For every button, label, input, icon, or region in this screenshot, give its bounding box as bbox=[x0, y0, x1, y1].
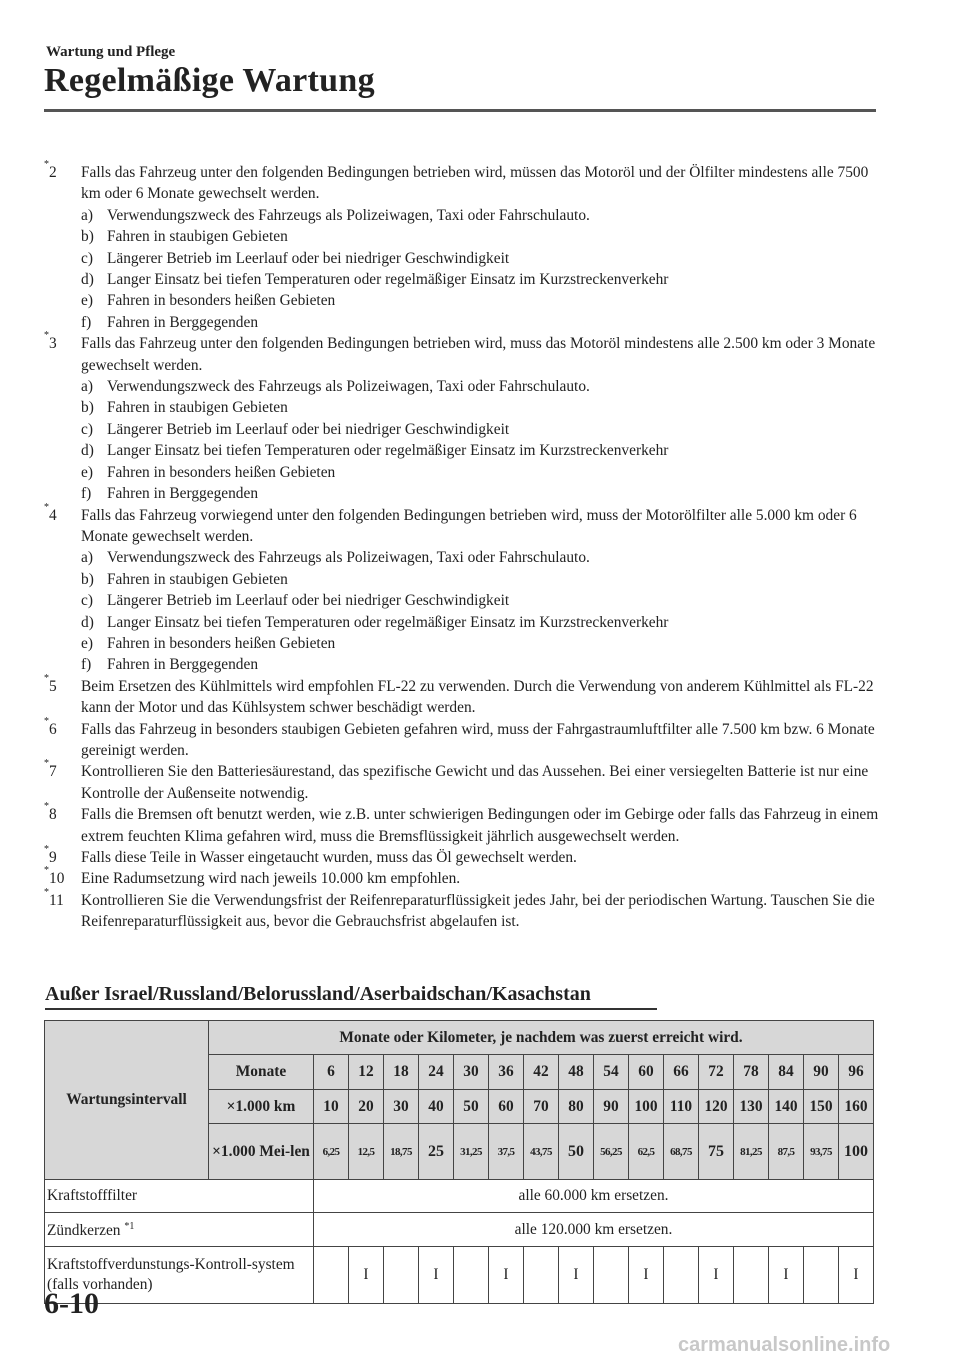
list-item: d) Langer Einsatz bei tiefen Temperaturen oder regelmäßiger Einsatz im Kurzstreckenverkehr bbox=[81, 271, 669, 289]
footnote-9 bbox=[44, 844, 880, 868]
list-item: e) Fahren in besonders heißen Gebieten bbox=[81, 463, 336, 481]
footnote-marker: *4 bbox=[44, 501, 57, 524]
asterisk: * bbox=[44, 801, 49, 813]
interval-caption: Monate oder Kilometer, je nachdem was zuerst erreicht wird. bbox=[209, 1021, 874, 1055]
km-cell: 50 bbox=[454, 1090, 489, 1124]
km-cell: 70 bbox=[524, 1090, 559, 1124]
km-cell: 20 bbox=[349, 1090, 384, 1124]
km-cell: 30 bbox=[384, 1090, 419, 1124]
footnote-marker: *8 bbox=[44, 801, 57, 824]
asterisk: * bbox=[44, 865, 49, 877]
months-label: Monate bbox=[209, 1055, 314, 1090]
row-fuel-filter-name: Kraftstofffilter bbox=[45, 1180, 314, 1213]
inspection-cell: I bbox=[559, 1247, 594, 1304]
footnote-marker: *7 bbox=[44, 758, 57, 781]
footnote-marker: *9 bbox=[44, 844, 57, 866]
inspection-cell bbox=[734, 1247, 769, 1304]
months-cell: 24 bbox=[419, 1055, 454, 1090]
row-evap-system-name: Kraftstoffverdunstungs-Kontroll-system (falls vorhanden) bbox=[45, 1247, 314, 1304]
miles-cell: 18,75 bbox=[384, 1124, 419, 1180]
inspection-cell: I bbox=[419, 1247, 454, 1304]
months-cell: 60 bbox=[629, 1055, 664, 1090]
miles-cell: 100 bbox=[839, 1124, 874, 1180]
watermark: carmanualsonline.info bbox=[678, 1334, 891, 1356]
miles-cell: 93,75 bbox=[804, 1124, 839, 1180]
list-item: e) Fahren in besonders heißen Gebieten bbox=[81, 292, 336, 310]
footnote-text: Falls die Bremsen oft benutzt werden, wie z.B. unter schwierigen Bedingungen oder im Gebirge oder falls das Fahrzeug in einem extrem feuchten Klima gefahren wird, muss die Bremsflüssigkeit jährlich ausgewechselt werden. bbox=[81, 806, 879, 845]
asterisk: * bbox=[44, 330, 49, 342]
footnote-8 bbox=[44, 801, 880, 847]
list-item: a) Verwendungszweck des Fahrzeugs als Polizeiwagen, Taxi oder Fahrschulauto. bbox=[81, 206, 590, 224]
footnote-text: Falls das Fahrzeug vorwiegend unter den folgenden Bedingungen betrieben wird, muss der Motorölfilter alle 5.000 km oder 6 Monate gewechselt werden. bbox=[81, 506, 857, 545]
months-cell: 18 bbox=[384, 1055, 419, 1090]
miles-cell: 37,5 bbox=[489, 1124, 524, 1180]
miles-cell: 31,25 bbox=[454, 1124, 489, 1180]
km-cell: 120 bbox=[699, 1090, 734, 1124]
months-cell: 54 bbox=[594, 1055, 629, 1090]
list-item: c) Längerer Betrieb im Leerlauf oder bei niedriger Geschwindigkeit bbox=[81, 249, 510, 267]
condition-list bbox=[81, 376, 880, 504]
row-spark-plugs-name: Zündkerzen $^{*1}$ bbox=[45, 1213, 314, 1247]
footnote-ref: *1 bbox=[124, 1221, 135, 1233]
list-item: e) Fahren in besonders heißen Gebieten bbox=[81, 634, 336, 652]
km-cell: 10 bbox=[314, 1090, 349, 1124]
months-cell: 96 bbox=[839, 1055, 874, 1090]
footnote-marker: *11 bbox=[44, 886, 64, 909]
miles-label: ×1.000 Mei-len bbox=[209, 1124, 314, 1180]
km-cell: 40 bbox=[419, 1090, 454, 1124]
months-cell: 90 bbox=[804, 1055, 839, 1090]
km-cell: 160 bbox=[839, 1090, 874, 1124]
row-spark-plugs-value: alle 120.000 km ersetzen. bbox=[314, 1213, 874, 1247]
inspection-cell bbox=[804, 1247, 839, 1304]
km-cell: 130 bbox=[734, 1090, 769, 1124]
footnotes-list bbox=[44, 159, 880, 933]
footnote-text: Falls das Fahrzeug in besonders staubigen Gebieten gefahren wird, muss der Fahrgastraumluftfilter alle 7.500 km bzw. 6 Monate gereinigt werden. bbox=[81, 720, 875, 759]
inspection-cell bbox=[524, 1247, 559, 1304]
miles-cell: 81,25 bbox=[734, 1124, 769, 1180]
section-label: Wartung und Pflege bbox=[46, 44, 176, 60]
km-cell: 60 bbox=[489, 1090, 524, 1124]
km-cell: 100 bbox=[629, 1090, 664, 1124]
miles-cell: 50 bbox=[559, 1124, 594, 1180]
miles-cell: 25 bbox=[419, 1124, 454, 1180]
footnote-6 bbox=[44, 715, 880, 762]
table-heading-underline bbox=[45, 1008, 657, 1010]
footnote-text: Kontrollieren Sie den Batteriesäurestand, das spezifische Gewicht und das Aussehen. Bei einer versiegelten Batterie ist nur eine Kontrolle der Außenseite notwendig. bbox=[81, 763, 869, 802]
inspection-cell bbox=[454, 1247, 489, 1304]
months-cell: 72 bbox=[699, 1055, 734, 1090]
list-item: a) Verwendungszweck des Fahrzeugs als Polizeiwagen, Taxi oder Fahrschulauto. bbox=[81, 549, 590, 567]
inspection-cell bbox=[314, 1247, 349, 1304]
miles-cell: 62,5 bbox=[629, 1124, 664, 1180]
footnote-text: Falls das Fahrzeug unter den folgenden Bedingungen betrieben wird, müssen das Motoröl und der Ölfilter mindestens alle 7500 km oder 6 Monate gewechselt werden. bbox=[81, 164, 869, 203]
condition-list bbox=[81, 205, 880, 333]
footnote-text: Kontrollieren Sie die Verwendungsfrist der Reifenreparaturflüssigkeit jedes Jahr, bei der periodischen Wartung. Tauschen Sie die Reifenreparaturflüssigkeit aus, bevor die Gebrauchsfrist abgelaufen ist. bbox=[81, 891, 875, 931]
months-cell: 84 bbox=[769, 1055, 804, 1090]
footnote-text: Eine Radumsetzung wird nach jeweils 10.000 km empfohlen. bbox=[81, 870, 461, 888]
interval-label: Wartungsintervall bbox=[45, 1021, 209, 1180]
months-cell: 66 bbox=[664, 1055, 699, 1090]
list-item: f) Fahren in Berggegenden bbox=[81, 485, 259, 503]
km-cell: 110 bbox=[664, 1090, 699, 1124]
footnote-text: Beim Ersetzen des Kühlmittels wird empfohlen FL-22 zu verwenden. Durch die Verwendung von anderem Kühlmittel als FL-22 kann der Motor und das Kühlsystem schwer beschädigt werden. bbox=[81, 677, 874, 717]
km-cell: 80 bbox=[559, 1090, 594, 1124]
inspection-cell: I bbox=[629, 1247, 664, 1304]
list-item: c) Längerer Betrieb im Leerlauf oder bei niedriger Geschwindigkeit bbox=[81, 420, 510, 438]
list-item: f) Fahren in Berggegenden bbox=[81, 313, 259, 331]
months-cell: 42 bbox=[524, 1055, 559, 1090]
inspection-cell bbox=[594, 1247, 629, 1304]
footnote-text: Falls diese Teile in Wasser eingetaucht wurden, muss das Öl gewechselt werden. bbox=[81, 849, 577, 866]
footnote-marker: *10 bbox=[44, 865, 65, 888]
page-number: 6-10 bbox=[44, 1287, 99, 1320]
list-item: d) Langer Einsatz bei tiefen Temperaturen oder regelmäßiger Einsatz im Kurzstreckenverkehr bbox=[81, 613, 669, 631]
miles-cell: 12,5 bbox=[349, 1124, 384, 1180]
km-cell: 150 bbox=[804, 1090, 839, 1124]
footnote-2 bbox=[44, 159, 880, 333]
inspection-cell bbox=[384, 1247, 419, 1304]
asterisk: * bbox=[44, 501, 49, 513]
page-title: Regelmäßige Wartung bbox=[44, 62, 375, 99]
months-cell: 36 bbox=[489, 1055, 524, 1090]
list-item: b) Fahren in staubigen Gebieten bbox=[81, 228, 288, 246]
months-cell: 78 bbox=[734, 1055, 769, 1090]
footnote-3 bbox=[44, 330, 880, 504]
inspection-cell: I bbox=[699, 1247, 734, 1304]
footnote-10 bbox=[44, 865, 880, 889]
inspection-cell: I bbox=[839, 1247, 874, 1304]
footnote-marker: *2 bbox=[44, 159, 57, 181]
km-cell: 140 bbox=[769, 1090, 804, 1124]
miles-cell: 87,5 bbox=[769, 1124, 804, 1180]
inspection-cell: I bbox=[349, 1247, 384, 1304]
row-fuel-filter-value: alle 60.000 km ersetzen. bbox=[314, 1180, 874, 1213]
km-label: ×1.000 km bbox=[209, 1090, 314, 1124]
footnote-11 bbox=[44, 886, 880, 933]
miles-cell: 43,75 bbox=[524, 1124, 559, 1180]
maintenance-schedule-table bbox=[44, 1020, 874, 1304]
title-divider bbox=[44, 109, 876, 112]
footnote-7 bbox=[44, 758, 880, 804]
km-cell: 90 bbox=[594, 1090, 629, 1124]
months-cell: 6 bbox=[314, 1055, 349, 1090]
inspection-cell bbox=[664, 1247, 699, 1304]
miles-cell: 68,75 bbox=[664, 1124, 699, 1180]
miles-cell: 56,25 bbox=[594, 1124, 629, 1180]
list-item: c) Längerer Betrieb im Leerlauf oder bei niedriger Geschwindigkeit bbox=[81, 592, 510, 610]
months-cell: 12 bbox=[349, 1055, 384, 1090]
list-item: a) Verwendungszweck des Fahrzeugs als Polizeiwagen, Taxi oder Fahrschulauto. bbox=[81, 378, 590, 396]
miles-cell: 75 bbox=[699, 1124, 734, 1180]
inspection-cell: I bbox=[489, 1247, 524, 1304]
asterisk: * bbox=[44, 672, 49, 684]
list-item: f) Fahren in Berggegenden bbox=[81, 656, 259, 674]
list-item: d) Langer Einsatz bei tiefen Temperaturen oder regelmäßiger Einsatz im Kurzstreckenverkehr bbox=[81, 442, 669, 460]
footnote-4 bbox=[44, 501, 880, 676]
asterisk: * bbox=[44, 844, 49, 855]
asterisk: * bbox=[44, 758, 49, 770]
asterisk: * bbox=[44, 886, 49, 898]
months-cell: 48 bbox=[559, 1055, 594, 1090]
months-cell: 30 bbox=[454, 1055, 489, 1090]
condition-list bbox=[81, 547, 880, 675]
miles-cell: 6,25 bbox=[314, 1124, 349, 1180]
inspection-cell: I bbox=[769, 1247, 804, 1304]
asterisk: * bbox=[44, 715, 49, 727]
table-heading: Außer Israel/Russland/Belorussland/Aserbaidschan/Kasachstan bbox=[45, 983, 591, 1005]
list-item: b) Fahren in staubigen Gebieten bbox=[81, 399, 288, 417]
asterisk: * bbox=[44, 159, 49, 170]
footnote-marker: *5 bbox=[44, 672, 57, 695]
footnote-5 bbox=[44, 672, 880, 719]
footnote-marker: *3 bbox=[44, 330, 57, 353]
list-item: b) Fahren in staubigen Gebieten bbox=[81, 570, 288, 588]
footnote-marker: *6 bbox=[44, 715, 57, 738]
footnote-text: Falls das Fahrzeug unter den folgenden Bedingungen betrieben wird, muss das Motoröl mindestens alle 2.500 km oder 3 Monate gewechselt werden. bbox=[81, 335, 876, 374]
